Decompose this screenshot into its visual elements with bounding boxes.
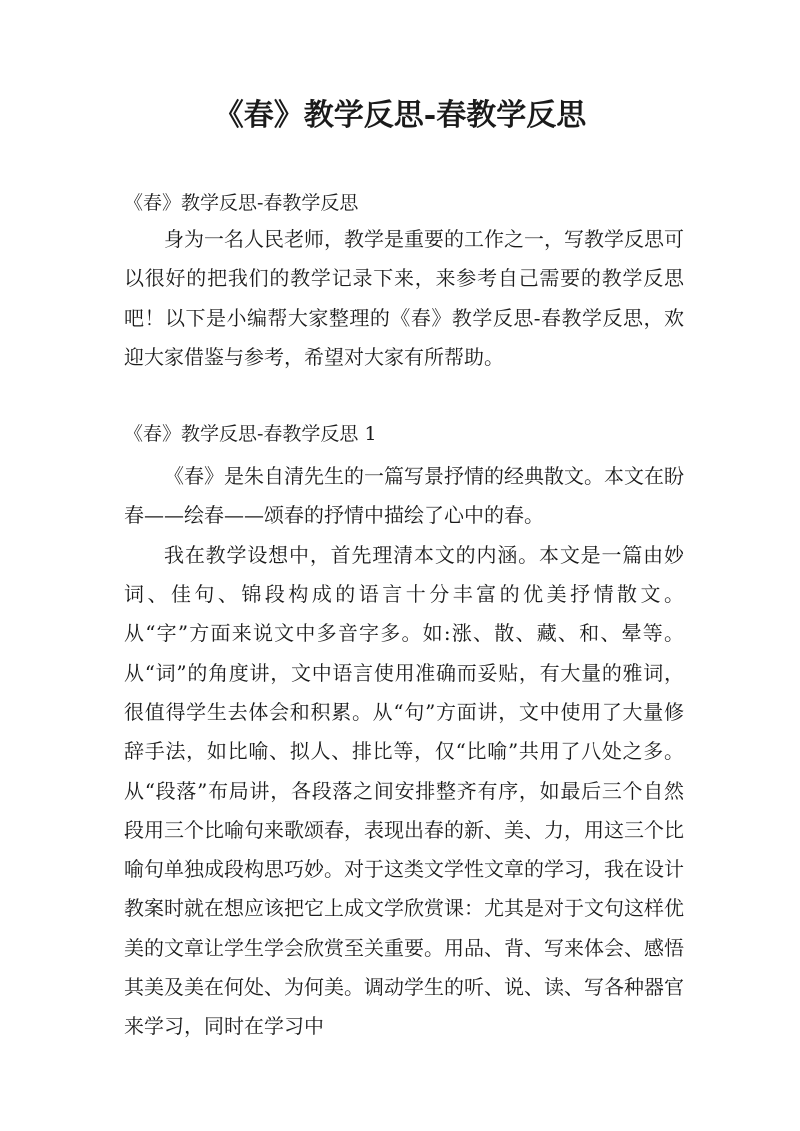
- document-body: [124, 186, 684, 1047]
- intro-heading: 《春》教学反思-春教学反思: [124, 192, 359, 214]
- section-spacer: [124, 377, 684, 417]
- section-heading: 《春》教学反思-春教学反思 1: [124, 423, 377, 446]
- document-title: 《春》教学反思-春教学反思: [213, 98, 587, 133]
- intro-paragraph: 身为一名人民老师，教学是重要的工作之一，写教学反思可以很好的把我们的教学记录下来，来参考自己需要的教学反思吧！以下是小编帮大家整理的《春》教学反思-春教学反思，欢迎大家借鉴与参考，希望对大家有所帮助。: [124, 227, 684, 369]
- body-paragraph: 我在教学设想中，首先理清本文的内涵。本文是一篇由妙词、佳句、锦段构成的语言十分丰富的优美抒情散文。从“字”方面来说文中多音字多。如:涨、散、藏、和、晕等。从“词”的角度讲，文中语言使用准确而妥贴，有大量的雅词，很值得学生去体会和积累。从“句”方面讲，文中使用了大量修辞手法，如比喻、拟人、排比等，仅“比喻”共用了八处之多。从“段落”布局讲，各段落之间安排整齐有序，如最后三个自然段用三个比喻句来歌颂春，表现出春的新、美、力，用这三个比喻句单独成段构思巧妙。对于这类文学性文章的学习，我在设计教案时就在想应该把它上成文学欣赏课：尤其是对于文句这样优美的文章让学生学会欣赏至关重要。用品、背、写来体会、感悟其美及美在何处、为何美。调动学生的听、说、读、写各种器官来学习，同时在学习中: [124, 542, 684, 1039]
- body-paragraph: 《春》是朱自清先生的一篇写景抒情的经典散文。本文在盼春——绘春——颂春的抒情中描绘了心中的春。: [124, 464, 684, 528]
